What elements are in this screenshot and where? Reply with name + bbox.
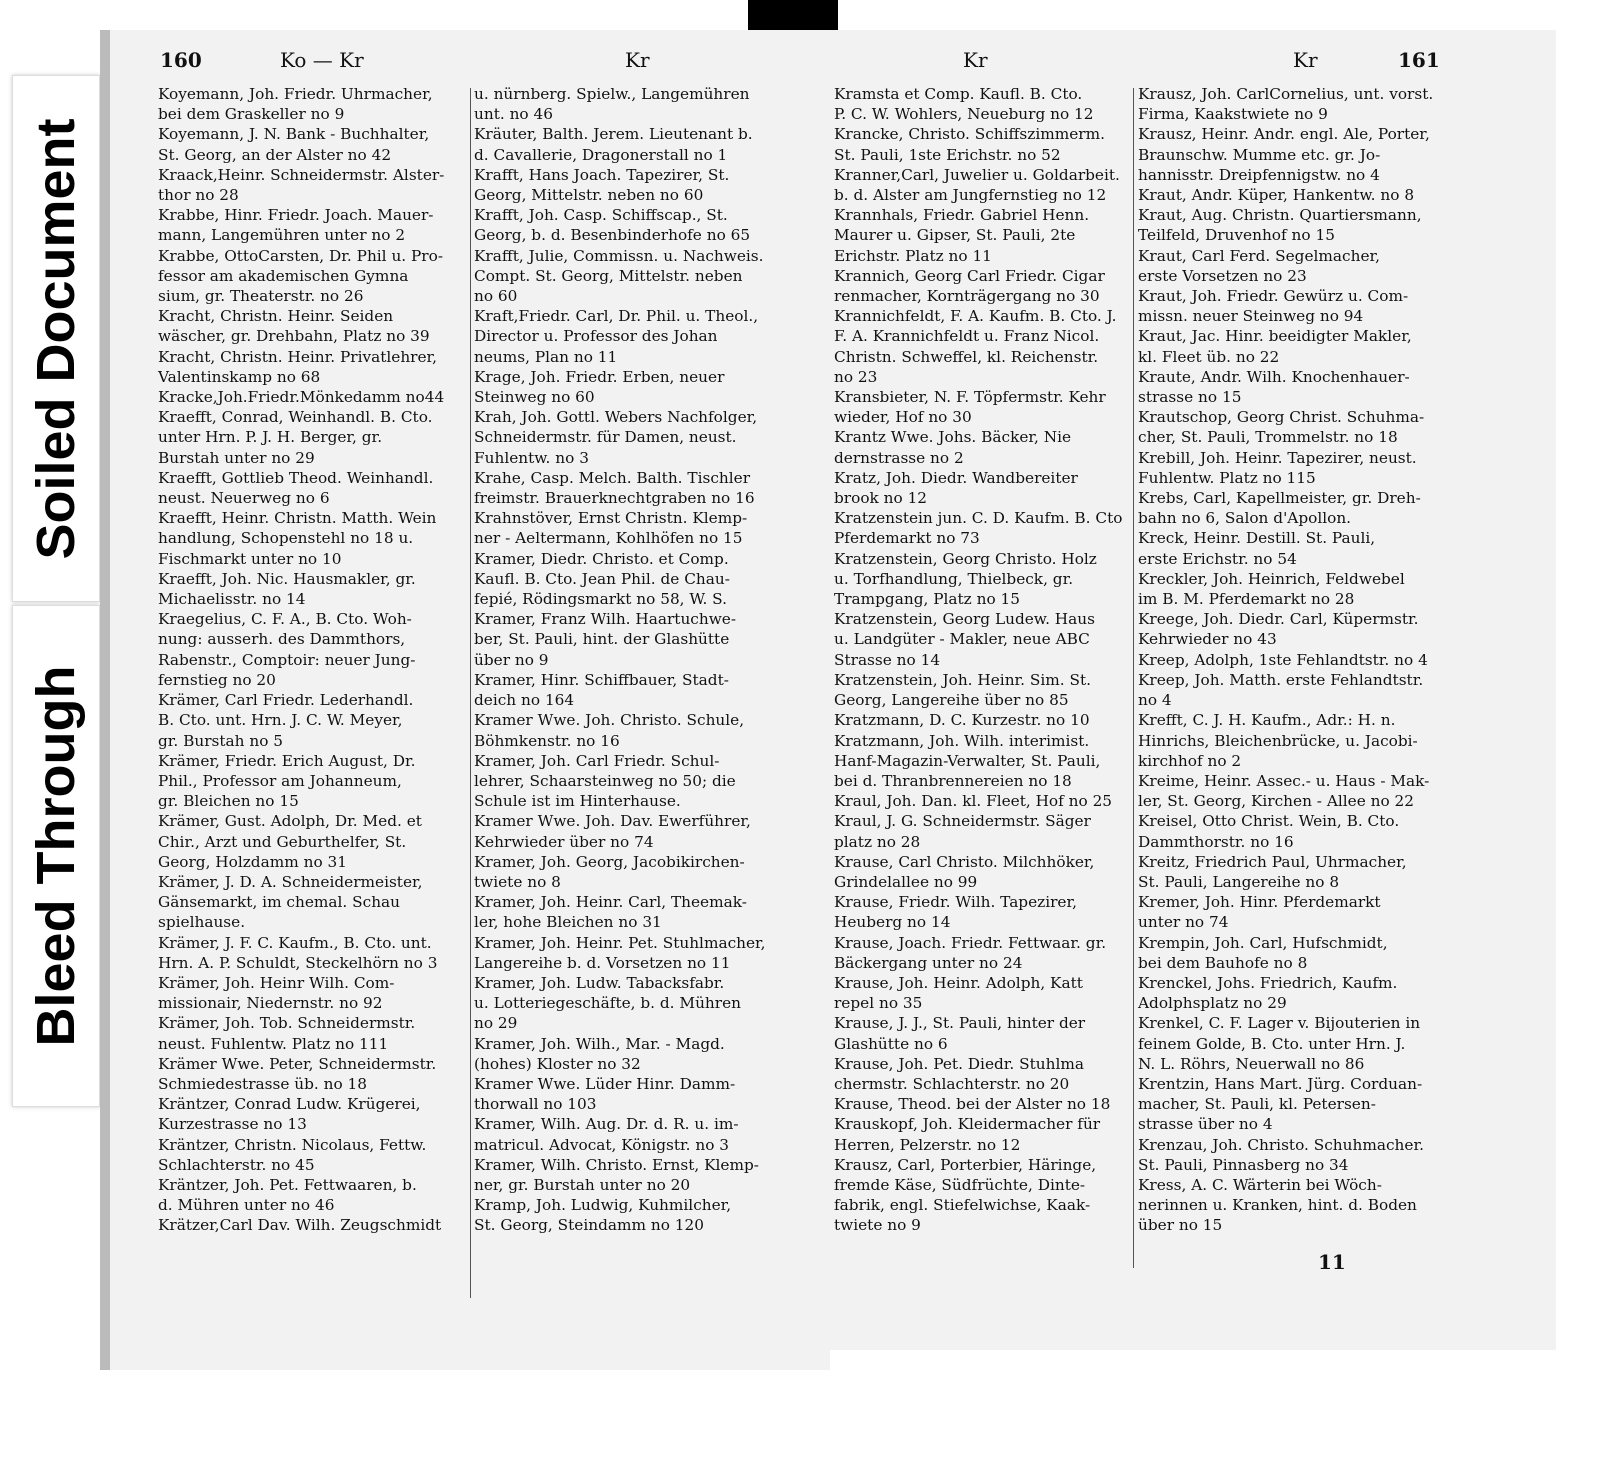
directory-line: Fuhlentw. no 3: [474, 448, 589, 467]
directory-line: Adolphsplatz no 29: [1138, 994, 1287, 1013]
directory-line: Hinrichs, Bleichenbrücke, u. Jacobi-: [1138, 731, 1418, 750]
directory-line: Kramer, Hinr. Schiffbauer, Stadt-: [474, 670, 729, 689]
directory-line: Kratz, Joh. Diedr. Wandbereiter: [834, 468, 1078, 487]
directory-line: unt. no 46: [474, 105, 553, 124]
directory-line: repel no 35: [834, 994, 923, 1013]
directory-line: Kräntzer, Joh. Pet. Fettwaaren, b.: [158, 1175, 417, 1194]
directory-line: Hrn. A. P. Schuldt, Steckelhörn no 3: [158, 953, 438, 972]
directory-line: deich no 164: [474, 691, 575, 710]
directory-line: Rabenstr., Comptoir: neuer Jung-: [158, 650, 416, 669]
directory-line: Kramer Wwe. Joh. Dav. Ewerführer,: [474, 812, 751, 831]
directory-line: no 23: [834, 367, 878, 386]
directory-line: Burstah unter no 29: [158, 448, 315, 467]
directory-line: Krabbe, Hinr. Friedr. Joach. Mauer-: [158, 206, 434, 225]
directory-line: bei dem Graskeller no 9: [158, 105, 345, 124]
directory-line: gr. Burstah no 5: [158, 731, 284, 750]
directory-line: Kreckler, Joh. Heinrich, Feldwebel: [1138, 569, 1405, 588]
directory-line: Kreime, Heinr. Assec.- u. Haus - Mak-: [1138, 771, 1430, 790]
directory-line: Krämer, Joh. Heinr Wilh. Com-: [158, 973, 395, 992]
directory-line: fepié, Rödingsmarkt no 58, W. S.: [474, 590, 727, 609]
directory-line: Krafft, Julie, Commissn. u. Nachweis.: [474, 246, 764, 265]
directory-line: renmacher, Kornträgergang no 30: [834, 287, 1100, 306]
directory-line: Krause, Joach. Friedr. Fettwaar. gr.: [834, 933, 1107, 952]
directory-line: über no 9: [474, 650, 549, 669]
directory-line: Krautschop, Georg Christ. Schuhma-: [1138, 408, 1425, 427]
directory-line: Krannich, Georg Carl Friedr. Cigar: [834, 266, 1105, 285]
directory-line: Krebs, Carl, Kapellmeister, gr. Dreh-: [1138, 489, 1421, 508]
directory-line: Kramer, Joh. Ludw. Tabacksfabr.: [474, 973, 725, 992]
directory-line: ler, hohe Bleichen no 31: [474, 913, 662, 932]
directory-line: Krause, Carl Christo. Milchhöker,: [834, 852, 1095, 871]
directory-line: Kratzmann, Joh. Wilh. interimist.: [834, 731, 1090, 750]
directory-line: lehrer, Schaarsteinweg no 50; die: [474, 771, 736, 790]
directory-line: Krausz, Joh. CarlCornelius, unt. vorst.: [1138, 85, 1434, 103]
directory-line: Krebill, Joh. Heinr. Tapezirer, neust.: [1138, 448, 1417, 467]
directory-line: Krausz, Heinr. Andr. engl. Ale, Porter,: [1138, 125, 1430, 144]
directory-line: Bäckergang unter no 24: [834, 953, 1023, 972]
directory-line: Krage, Joh. Friedr. Erben, neuer: [474, 367, 725, 386]
directory-line: Phil., Professor am Johanneum,: [158, 771, 402, 790]
directory-line: freimstr. Brauerknechtgraben no 16: [474, 489, 755, 508]
directory-line: Kreep, Adolph, 1ste Fehlandtstr. no 4: [1138, 650, 1428, 669]
directory-line: Kramer, Joh. Wilh., Mar. - Magd.: [474, 1034, 725, 1053]
directory-line: erste Erichstr. no 54: [1138, 549, 1297, 568]
directory-line: strasse über no 4: [1138, 1115, 1273, 1134]
directory-line: brook no 12: [834, 489, 928, 508]
directory-line: Krämer, Carl Friedr. Lederhandl.: [158, 691, 414, 710]
directory-line: b. d. Alster am Jungfernstieg no 12: [834, 186, 1107, 205]
directory-line: Kracht, Christn. Heinr. Privatlehrer,: [158, 347, 438, 366]
directory-line: Maurer u. Gipser, St. Pauli, 2te: [834, 226, 1076, 245]
directory-line: thor no 28: [158, 186, 239, 205]
directory-line: Kranner,Carl, Juwelier u. Goldarbeit.: [834, 165, 1120, 184]
right-running-header: Kr: [1293, 48, 1318, 72]
directory-line: fremde Käse, Südfrüchte, Dinte-: [834, 1175, 1086, 1194]
directory-line: Krämer, Friedr. Erich August, Dr.: [158, 751, 416, 770]
soiled-document-label: Soiled Document: [26, 117, 86, 560]
directory-line: Kramp, Joh. Ludwig, Kuhmilcher,: [474, 1196, 732, 1215]
directory-line: Krämer, Joh. Tob. Schneidermstr.: [158, 1014, 416, 1033]
directory-line: Pferdemarkt no 73: [834, 529, 980, 548]
directory-line: Christn. Schweffel, kl. Reichenstr.: [834, 347, 1099, 366]
directory-line: no 4: [1138, 691, 1172, 710]
directory-line: Strasse no 14: [834, 650, 941, 669]
directory-line: Kramer, Diedr. Christo. et Comp.: [474, 549, 729, 568]
directory-line: Firma, Kaakstwiete no 9: [1138, 105, 1328, 124]
directory-line: missionair, Niedernstr. no 92: [158, 994, 383, 1013]
directory-line: Schmiedestrasse üb. no 18: [158, 1074, 367, 1093]
right-column-rule: [1133, 88, 1134, 1268]
directory-line: sium, gr. Theaterstr. no 26: [158, 287, 364, 306]
directory-line: über no 15: [1138, 1216, 1223, 1235]
right-column-1: [834, 84, 1132, 1236]
directory-line: Krausz, Carl, Porterbier, Häringe,: [834, 1155, 1097, 1174]
directory-line: St. Georg, Steindamm no 120: [474, 1216, 704, 1235]
right-column-2: [1138, 84, 1450, 1236]
directory-line: Chir., Arzt und Geburthelfer, St.: [158, 832, 407, 851]
directory-line: Krafft, Hans Joach. Tapezirer, St.: [474, 165, 730, 184]
directory-line: Kratzmann, D. C. Kurzestr. no 10: [834, 711, 1090, 730]
directory-line: St. Georg, an der Alster no 42: [158, 145, 392, 164]
directory-line: u. Torfhandlung, Thielbeck, gr.: [834, 569, 1074, 588]
directory-line: missn. neuer Steinweg no 94: [1138, 307, 1364, 326]
right-page: [828, 30, 1556, 1350]
directory-line: hannisstr. Dreipfennigstw. no 4: [1138, 165, 1380, 184]
directory-line: Kracke,Joh.Friedr.Mönkedamm no44: [158, 388, 445, 407]
right-page-number: 161: [1398, 48, 1440, 72]
directory-line: Kraut, Carl Ferd. Segelmacher,: [1138, 246, 1380, 265]
left-column-2: [474, 84, 819, 1236]
directory-line: Kurzestrasse no 13: [158, 1115, 307, 1134]
directory-line: St. Pauli, Pinnasberg no 34: [1138, 1155, 1349, 1174]
directory-line: ler, St. Georg, Kirchen - Allee no 22: [1138, 792, 1415, 811]
directory-line: Georg, Mittelstr. neben no 60: [474, 186, 704, 205]
directory-line: Krämer, Gust. Adolph, Dr. Med. et: [158, 812, 422, 831]
directory-line: Krancke, Christo. Schiffszimmerm.: [834, 125, 1105, 144]
directory-line: F. A. Krannichfeldt u. Franz Nicol.: [834, 327, 1100, 346]
right-column-header: Kr: [963, 48, 988, 72]
directory-line: u. Landgüter - Makler, neue ABC: [834, 630, 1090, 649]
directory-line: nerinnen u. Kranken, hint. d. Boden: [1138, 1196, 1417, 1215]
directory-line: Krause, J. J., St. Pauli, hinter der: [834, 1014, 1086, 1033]
directory-line: Kreep, Joh. Matth. erste Fehlandtstr.: [1138, 670, 1424, 689]
directory-line: nung: ausserh. des Dammthors,: [158, 630, 406, 649]
directory-line: unter Hrn. P. J. H. Berger, gr.: [158, 428, 383, 447]
directory-line: Kraefft, Conrad, Weinhandl. B. Cto.: [158, 408, 433, 427]
directory-line: Michaelisstr. no 14: [158, 590, 306, 609]
directory-line: Krentzin, Hans Mart. Jürg. Corduan-: [1138, 1074, 1423, 1093]
directory-line: neust. Neuerweg no 6: [158, 489, 330, 508]
directory-line: Kratzenstein, Georg Christo. Holz: [834, 549, 1097, 568]
directory-line: Langereihe b. d. Vorsetzen no 11: [474, 953, 731, 972]
directory-line: feinem Golde, B. Cto. unter Hrn. J.: [1138, 1034, 1406, 1053]
directory-line: spielhause.: [158, 913, 246, 932]
directory-line: Krämer, J. D. A. Schneidermeister,: [158, 872, 423, 891]
left-page: [100, 30, 830, 1370]
directory-line: wieder, Hof no 30: [834, 408, 972, 427]
directory-line: chermstr. Schlachterstr. no 20: [834, 1074, 1070, 1093]
directory-line: Compt. St. Georg, Mittelstr. neben: [474, 266, 743, 285]
directory-line: matricul. Advocat, Königstr. no 3: [474, 1135, 730, 1154]
directory-line: Kramsta et Comp. Kaufl. B. Cto.: [834, 85, 1083, 103]
directory-line: Krenkel, C. F. Lager v. Bijouterien in: [1138, 1014, 1421, 1033]
directory-line: Krenckel, Johs. Friedrich, Kaufm.: [1138, 973, 1398, 992]
directory-line: Fuhlentw. Platz no 115: [1138, 468, 1316, 487]
directory-line: unter no 74: [1138, 913, 1229, 932]
directory-line: no 60: [474, 287, 518, 306]
directory-line: Kramer Wwe. Joh. Christo. Schule,: [474, 711, 745, 730]
directory-line: ner, gr. Burstah unter no 20: [474, 1175, 691, 1194]
directory-line: B. Cto. unt. Hrn. J. C. W. Meyer,: [158, 711, 403, 730]
directory-line: mann, Langemühren unter no 2: [158, 226, 406, 245]
directory-line: kirchhof no 2: [1138, 751, 1242, 770]
directory-line: Krahnstöver, Ernst Christn. Klemp-: [474, 509, 748, 528]
directory-line: Krahe, Casp. Melch. Balth. Tischler: [474, 468, 751, 487]
directory-line: Trampgang, Platz no 15: [834, 590, 1020, 609]
directory-line: twiete no 9: [834, 1216, 921, 1235]
directory-line: Kreck, Heinr. Destill. St. Pauli,: [1138, 529, 1376, 548]
directory-line: Kraul, J. G. Schneidermstr. Säger: [834, 812, 1091, 831]
left-column-header: Kr: [625, 48, 650, 72]
directory-line: gr. Bleichen no 15: [158, 792, 299, 811]
directory-line: Erichstr. Platz no 11: [834, 246, 992, 265]
directory-line: Kraack,Heinr. Schneidermstr. Alster-: [158, 165, 445, 184]
directory-line: Kreitz, Friedrich Paul, Uhrmacher,: [1138, 852, 1407, 871]
directory-line: Krannhals, Friedr. Gabriel Henn.: [834, 206, 1090, 225]
directory-line: Kramer Wwe. Lüder Hinr. Damm-: [474, 1074, 736, 1093]
directory-line: Schneidermstr. für Damen, neust.: [474, 428, 737, 447]
directory-line: Heuberg no 14: [834, 913, 951, 932]
directory-line: Braunschw. Mumme etc. gr. Jo-: [1138, 145, 1381, 164]
directory-line: Kransbieter, N. F. Töpfermstr. Kehr: [834, 388, 1106, 407]
directory-line: platz no 28: [834, 832, 921, 851]
directory-line: Kraegelius, C. F. A., B. Cto. Woh-: [158, 610, 412, 629]
directory-line: ber, St. Pauli, hint. der Glashütte: [474, 630, 730, 649]
directory-line: u. Lotteriegeschäfte, b. d. Mühren: [474, 994, 741, 1013]
directory-line: Kraut, Jac. Hinr. beeidigter Makler,: [1138, 327, 1412, 346]
directory-line: Böhmkenstr. no 16: [474, 731, 620, 750]
directory-line: Kraefft, Gottlieb Theod. Weinhandl.: [158, 468, 434, 487]
directory-line: Kreisel, Otto Christ. Wein, B. Cto.: [1138, 812, 1400, 831]
directory-line: (hohes) Kloster no 32: [474, 1054, 641, 1073]
directory-line: ner - Aeltermann, Kohlhöfen no 15: [474, 529, 743, 548]
binding-gutter: [748, 0, 838, 30]
directory-line: Kramer, Wilh. Aug. Dr. d. R. u. im-: [474, 1115, 739, 1134]
directory-line: Steinweg no 60: [474, 388, 595, 407]
directory-line: St. Pauli, 1ste Erichstr. no 52: [834, 145, 1061, 164]
directory-line: Kräntzer, Conrad Ludw. Krügerei,: [158, 1095, 421, 1114]
directory-line: Kramer, Joh. Georg, Jacobikirchen-: [474, 852, 745, 871]
directory-line: Dammthorstr. no 16: [1138, 832, 1294, 851]
directory-line: Krabbe, OttoCarsten, Dr. Phil u. Pro-: [158, 246, 444, 265]
directory-line: Fischmarkt unter no 10: [158, 549, 342, 568]
directory-line: Georg, Langereihe über no 85: [834, 691, 1069, 710]
directory-line: Gänsemarkt, im chemal. Schau: [158, 893, 401, 912]
bleed-through-label: Bleed Through: [26, 665, 86, 1047]
directory-line: Valentinskamp no 68: [158, 367, 321, 386]
directory-line: d. Cavallerie, Dragonerstall no 1: [474, 145, 728, 164]
left-column-rule: [470, 88, 471, 1298]
directory-line: Kratzenstein, Joh. Heinr. Sim. St.: [834, 670, 1091, 689]
directory-line: cher, St. Pauli, Trommelstr. no 18: [1138, 428, 1398, 447]
directory-line: fabrik, engl. Stiefelwichse, Kaak-: [834, 1196, 1091, 1215]
directory-line: Kramer, Joh. Heinr. Carl, Theemak-: [474, 893, 747, 912]
directory-line: erste Vorsetzen no 23: [1138, 266, 1307, 285]
left-column-1: [158, 84, 470, 1236]
directory-line: Koyemann, Joh. Friedr. Uhrmacher,: [158, 85, 433, 103]
directory-line: wäscher, gr. Drehbahn, Platz no 39: [158, 327, 430, 346]
directory-line: Kraefft, Heinr. Christn. Matth. Wein: [158, 509, 437, 528]
directory-line: fessor am akademischen Gymna: [158, 266, 409, 285]
directory-line: Kaufl. B. Cto. Jean Phil. de Chau-: [474, 569, 730, 588]
directory-line: Kracht, Christn. Heinr. Seiden: [158, 307, 394, 326]
directory-line: Krämer, J. F. C. Kaufm., B. Cto. unt.: [158, 933, 432, 952]
directory-line: Kraut, Andr. Küper, Hankentw. no 8: [1138, 186, 1415, 205]
directory-line: fernstieg no 20: [158, 670, 276, 689]
directory-line: Kehrwieder über no 74: [474, 832, 654, 851]
directory-line: Krefft, C. J. H. Kaufm., Adr.: H. n.: [1138, 711, 1396, 730]
directory-line: bei d. Thranbrennereien no 18: [834, 771, 1072, 790]
directory-line: Kramer, Wilh. Christo. Ernst, Klemp-: [474, 1155, 759, 1174]
directory-line: Herren, Pelzerstr. no 12: [834, 1135, 1021, 1154]
directory-line: im B. M. Pferdemarkt no 28: [1138, 590, 1355, 609]
directory-line: Kraul, Joh. Dan. kl. Fleet, Hof no 25: [834, 792, 1113, 811]
directory-line: Krempin, Joh. Carl, Hufschmidt,: [1138, 933, 1388, 952]
directory-line: kl. Fleet üb. no 22: [1138, 347, 1280, 366]
directory-line: Kraefft, Joh. Nic. Hausmakler, gr.: [158, 569, 416, 588]
directory-line: Kress, A. C. Wärterin bei Wöch-: [1138, 1175, 1382, 1194]
directory-line: Kratzenstein, Georg Ludew. Haus: [834, 610, 1095, 629]
directory-line: Kremer, Joh. Hinr. Pferdemarkt: [1138, 893, 1381, 912]
directory-line: strasse no 15: [1138, 388, 1242, 407]
directory-line: Georg, b. d. Besenbinderhofe no 65: [474, 226, 751, 245]
directory-line: Kraft,Friedr. Carl, Dr. Phil. u. Theol.,: [474, 307, 759, 326]
directory-line: Krause, Joh. Pet. Diedr. Stuhlma: [834, 1054, 1084, 1073]
directory-line: Teilfeld, Druvenhof no 15: [1138, 226, 1335, 245]
directory-line: Kramer, Franz Wilh. Haartuchwe-: [474, 610, 737, 629]
directory-line: no 29: [474, 1014, 518, 1033]
soiled-document-tab: [12, 75, 100, 602]
directory-line: Kräuter, Balth. Jerem. Lieutenant b.: [474, 125, 753, 144]
directory-line: Krah, Joh. Gottl. Webers Nachfolger,: [474, 408, 758, 427]
directory-line: Krannichfeldt, F. A. Kaufm. B. Cto. J.: [834, 307, 1117, 326]
directory-line: bei dem Bauhofe no 8: [1138, 953, 1308, 972]
directory-line: Kräntzer, Christn. Nicolaus, Fettw.: [158, 1135, 427, 1154]
directory-line: Krantz Wwe. Johs. Bäcker, Nie: [834, 428, 1072, 447]
left-page-number: 160: [160, 48, 202, 72]
directory-line: Schule ist im Hinterhause.: [474, 792, 681, 811]
directory-line: St. Pauli, Langereihe no 8: [1138, 872, 1340, 891]
directory-line: handlung, Schopenstehl no 18 u.: [158, 529, 414, 548]
directory-line: N. L. Röhrs, Neuerwall no 86: [1138, 1054, 1365, 1073]
directory-line: neust. Fuhlentw. Platz no 111: [158, 1034, 389, 1053]
directory-line: Kramer, Joh. Carl Friedr. Schul-: [474, 751, 720, 770]
directory-line: Krause, Friedr. Wilh. Tapezirer,: [834, 893, 1077, 912]
directory-line: Krause, Joh. Heinr. Adolph, Katt: [834, 973, 1083, 992]
directory-line: bahn no 6, Salon d'Apollon.: [1138, 509, 1352, 528]
directory-line: Krätzer,Carl Dav. Wilh. Zeugschmidt: [158, 1216, 442, 1235]
directory-line: Glashütte no 6: [834, 1034, 948, 1053]
directory-line: Koyemann, J. N. Bank - Buchhalter,: [158, 125, 430, 144]
directory-line: dernstrasse no 2: [834, 448, 964, 467]
directory-line: neums, Plan no 11: [474, 347, 618, 366]
directory-line: Georg, Holzdamm no 31: [158, 852, 347, 871]
directory-line: Hanf-Magazin-Verwalter, St. Pauli,: [834, 751, 1101, 770]
directory-line: macher, St. Pauli, kl. Petersen-: [1138, 1095, 1376, 1114]
directory-line: thorwall no 103: [474, 1095, 597, 1114]
directory-line: Schlachterstr. no 45: [158, 1155, 315, 1174]
directory-line: Kratzenstein jun. C. D. Kaufm. B. Cto: [834, 509, 1123, 528]
directory-line: Krenzau, Joh. Christo. Schuhmacher.: [1138, 1135, 1424, 1154]
left-running-header: Ko — Kr: [280, 48, 364, 72]
directory-line: twiete no 8: [474, 872, 561, 891]
directory-line: Kraut, Joh. Friedr. Gewürz u. Com-: [1138, 287, 1409, 306]
directory-line: Kramer, Joh. Heinr. Pet. Stuhlmacher,: [474, 933, 766, 952]
directory-line: P. C. W. Wohlers, Neueburg no 12: [834, 105, 1094, 124]
directory-line: d. Mühren unter no 46: [158, 1196, 335, 1215]
directory-line: Kreege, Joh. Diedr. Carl, Küpermstr.: [1138, 610, 1419, 629]
directory-line: Kraut, Aug. Christn. Quartiersmann,: [1138, 206, 1422, 225]
bleed-through-tab: [12, 605, 100, 1107]
directory-line: Krämer Wwe. Peter, Schneidermstr.: [158, 1054, 437, 1073]
directory-line: Kehrwieder no 43: [1138, 630, 1277, 649]
directory-line: Grindelallee no 99: [834, 872, 978, 891]
directory-line: Krauskopf, Joh. Kleidermacher für: [834, 1115, 1101, 1134]
directory-line: Krafft, Joh. Casp. Schiffscap., St.: [474, 206, 728, 225]
directory-line: Kraute, Andr. Wilh. Knochenhauer-: [1138, 367, 1410, 386]
directory-line: Krause, Theod. bei der Alster no 18: [834, 1095, 1111, 1114]
signature-mark: 11: [1318, 1250, 1346, 1274]
directory-line: Director u. Professor des Johan: [474, 327, 718, 346]
directory-line: u. nürnberg. Spielw., Langemühren: [474, 85, 750, 103]
